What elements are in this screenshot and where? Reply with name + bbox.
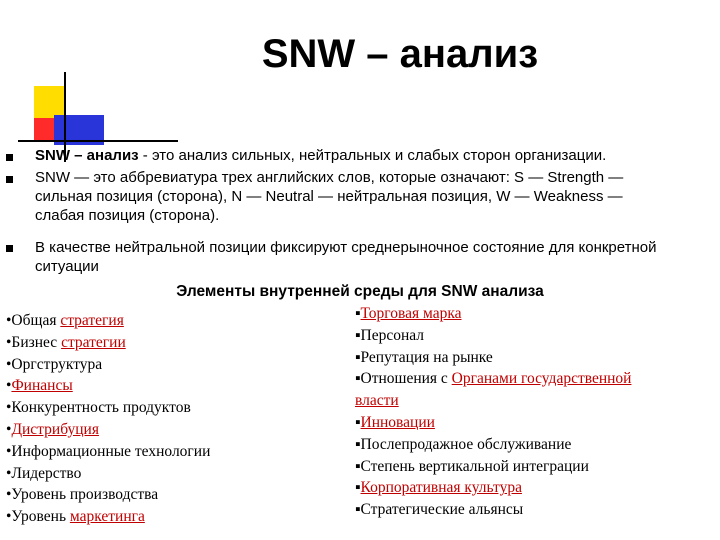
bullet-marker bbox=[6, 245, 13, 252]
item-text: ▪Стратегические альянсы bbox=[355, 501, 524, 519]
list-item bbox=[6, 441, 346, 463]
list-item bbox=[355, 390, 715, 412]
bullet-marker bbox=[6, 154, 13, 161]
list-item bbox=[355, 303, 715, 325]
neutral-line: ситуации bbox=[35, 258, 99, 275]
item-text: ▪ bbox=[355, 479, 361, 497]
list-item bbox=[355, 347, 715, 369]
list-item bbox=[6, 506, 346, 528]
page-title: SNW – анализ bbox=[261, 32, 539, 76]
list-item bbox=[6, 419, 346, 441]
item-text: •Оргструктура bbox=[6, 355, 103, 373]
item-text: ▪Степень вертикальной интеграции bbox=[355, 457, 589, 475]
bullet-neutral bbox=[35, 238, 705, 276]
item-text: ▪Персонал bbox=[355, 326, 424, 344]
list-item bbox=[355, 499, 715, 521]
item-text: •Общая bbox=[6, 312, 61, 329]
item-link[interactable]: стратегии bbox=[61, 333, 126, 351]
item-text: •Информационные технологии bbox=[6, 442, 211, 460]
right-element-list bbox=[355, 303, 715, 521]
left-element-list bbox=[6, 310, 346, 528]
bullet-abbreviation bbox=[35, 168, 705, 225]
item-text: •Лидерство bbox=[6, 464, 82, 482]
item-link[interactable]: Финансы bbox=[11, 377, 73, 395]
item-link[interactable]: Инновации bbox=[360, 413, 435, 431]
item-link[interactable]: Корпоративная культура bbox=[360, 479, 522, 497]
list-item bbox=[6, 397, 346, 419]
deco-red-square bbox=[34, 118, 54, 140]
item-text: •Уровень производства bbox=[6, 486, 159, 504]
list-item bbox=[355, 477, 715, 499]
abbreviation-line: слабая позиция (сторона). bbox=[35, 207, 220, 224]
item-text: •Уровень bbox=[6, 508, 70, 526]
item-text: •Бизнес bbox=[6, 333, 62, 351]
item-text: ▪Отношения с bbox=[355, 370, 452, 388]
item-link[interactable]: маркетинга bbox=[69, 508, 145, 526]
item-link[interactable]: Торговая марка bbox=[360, 305, 462, 322]
definition-term: SNW – анализ bbox=[35, 147, 139, 164]
list-item bbox=[6, 375, 346, 397]
list-item bbox=[6, 310, 346, 332]
item-link[interactable]: стратегия bbox=[60, 312, 124, 329]
list-item bbox=[355, 325, 715, 347]
abbreviation-line: SNW — это аббревиатура трех английских слов, которые означают: S — Strength — bbox=[35, 169, 624, 186]
deco-yellow-square bbox=[34, 86, 66, 118]
list-item bbox=[6, 463, 346, 485]
list-item bbox=[6, 354, 346, 376]
bullet-marker bbox=[6, 176, 13, 183]
item-text: ▪ bbox=[355, 413, 361, 431]
item-link[interactable]: Дистрибуция bbox=[11, 420, 99, 438]
list-item bbox=[355, 368, 715, 390]
item-link[interactable]: Органами государственной bbox=[451, 370, 632, 388]
neutral-line: В качестве нейтральной позиции фиксируют среднерыночное состояние для конкретной bbox=[35, 239, 657, 256]
item-text: ▪ bbox=[355, 305, 361, 322]
item-text: •Конкурентность продуктов bbox=[6, 399, 191, 417]
list-item bbox=[355, 434, 715, 456]
item-text: ▪Репутация на рынке bbox=[355, 348, 493, 366]
item-text: ▪Послепродажное обслуживание bbox=[355, 435, 572, 453]
item-text: • bbox=[6, 377, 12, 395]
abbreviation-line: сильная позиция (сторона), N — Neutral — нейтральная позиция, W — Weakness — bbox=[35, 188, 623, 205]
deco-horizontal-line bbox=[18, 140, 178, 142]
section-subheading: Элементы внутренней среды для SNW анализа bbox=[176, 283, 544, 300]
item-text: • bbox=[6, 420, 12, 438]
list-item bbox=[355, 412, 715, 434]
list-item bbox=[355, 456, 715, 478]
item-link[interactable]: власти bbox=[355, 392, 399, 410]
definition-text: - это анализ сильных, нейтральных и слабых сторон организации. bbox=[138, 147, 607, 164]
bullet-definition bbox=[35, 146, 705, 165]
list-item bbox=[6, 332, 346, 354]
list-item bbox=[6, 484, 346, 506]
